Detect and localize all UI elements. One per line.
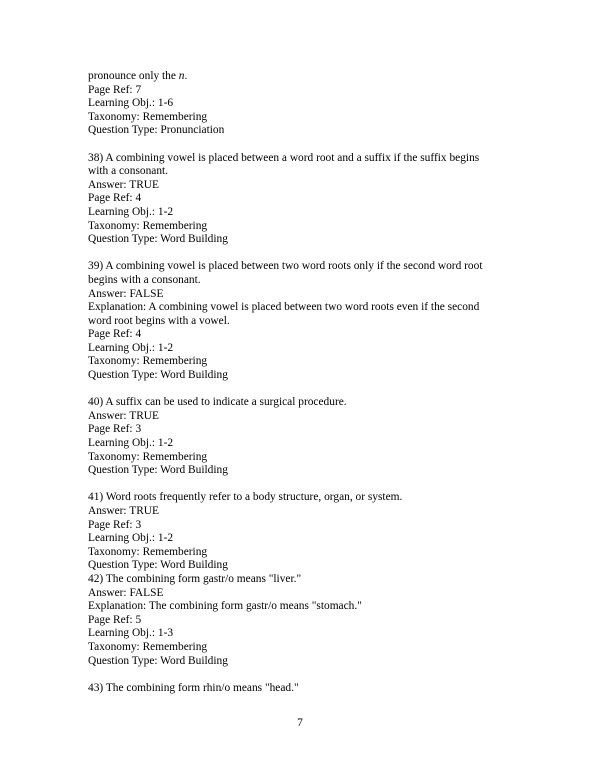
page-ref: Page Ref: 4 [88,192,142,205]
page-ref: Page Ref: 5 [88,613,142,626]
question-block-39 [88,260,518,382]
learning-obj: Learning Obj.: 1-6 [88,97,174,110]
question-text: 39) A combining vowel is placed between two word roots only if the second word root [88,260,483,273]
learning-obj: Learning Obj.: 1-3 [88,627,174,640]
question-type: Question Type: Word Building [88,369,228,382]
question-block-41 [88,491,518,573]
spacer [88,383,518,397]
question-text: 42) The combining form gastr/o means "liver." [88,572,302,585]
question-type: Question Type: Word Building [88,654,228,667]
question-text-cont: begins with a consonant. [88,273,201,286]
question-block-40 [88,396,518,478]
spacer [88,138,518,152]
explanation: Explanation: A combining vowel is placed between two word roots even if the second [88,301,480,314]
taxonomy: Taxonomy: Remembering [88,640,208,653]
spacer [88,668,518,682]
question-text: 43) The combining form rhin/o means "head." [88,681,299,694]
learning-obj: Learning Obj.: 1-2 [88,437,174,450]
question-text: 38) A combining vowel is placed between a word root and a suffix if the suffix begins [88,151,480,164]
question-type: Question Type: Word Building [88,559,228,572]
question-block-38 [88,152,518,247]
italic-letter: n [178,70,185,82]
spacer [88,478,518,492]
learning-obj: Learning Obj.: 1-2 [88,532,174,545]
taxonomy: Taxonomy: Remembering [88,355,208,368]
taxonomy: Taxonomy: Remembering [88,219,208,232]
question-type: Question Type: Pronunciation [88,124,225,137]
answer: Answer: FALSE [88,586,164,599]
explanation-cont: word root begins with a vowel. [88,314,230,327]
answer: Answer: TRUE [88,409,159,422]
learning-obj: Learning Obj.: 1-2 [88,341,174,354]
question-block-42 [88,573,518,668]
page-ref: Page Ref: 3 [88,423,142,436]
learning-obj: Learning Obj.: 1-2 [88,205,174,218]
taxonomy: Taxonomy: Remembering [88,450,208,463]
answer: Answer: TRUE [88,505,159,517]
taxonomy: Taxonomy: Remembering [88,545,208,558]
page-ref: Page Ref: 7 [88,83,142,96]
question-block-continued [88,70,518,138]
answer: Answer: TRUE [88,178,159,191]
continued-text-end: . [184,70,188,82]
question-type: Question Type: Word Building [88,233,228,246]
question-text: 40) A suffix can be used to indicate a surgical procedure. [88,396,347,409]
taxonomy: Taxonomy: Remembering [88,110,208,123]
answer: Answer: FALSE [88,287,164,300]
question-text-cont: with a consonant. [88,165,169,178]
continued-text-line [88,70,518,84]
page-ref: Page Ref: 4 [88,328,142,341]
document-body [88,70,518,695]
question-type: Question Type: Word Building [88,464,228,477]
question-block-43 [88,682,518,696]
question-text: 41) Word roots frequently refer to a body structure, organ, or system. [88,491,403,504]
page-number: 7 [297,717,303,729]
page-ref: Page Ref: 3 [88,518,142,531]
explanation: Explanation: The combining form gastr/o means "stomach." [88,600,362,613]
spacer [88,247,518,261]
continued-text: pronounce only the [88,70,179,82]
